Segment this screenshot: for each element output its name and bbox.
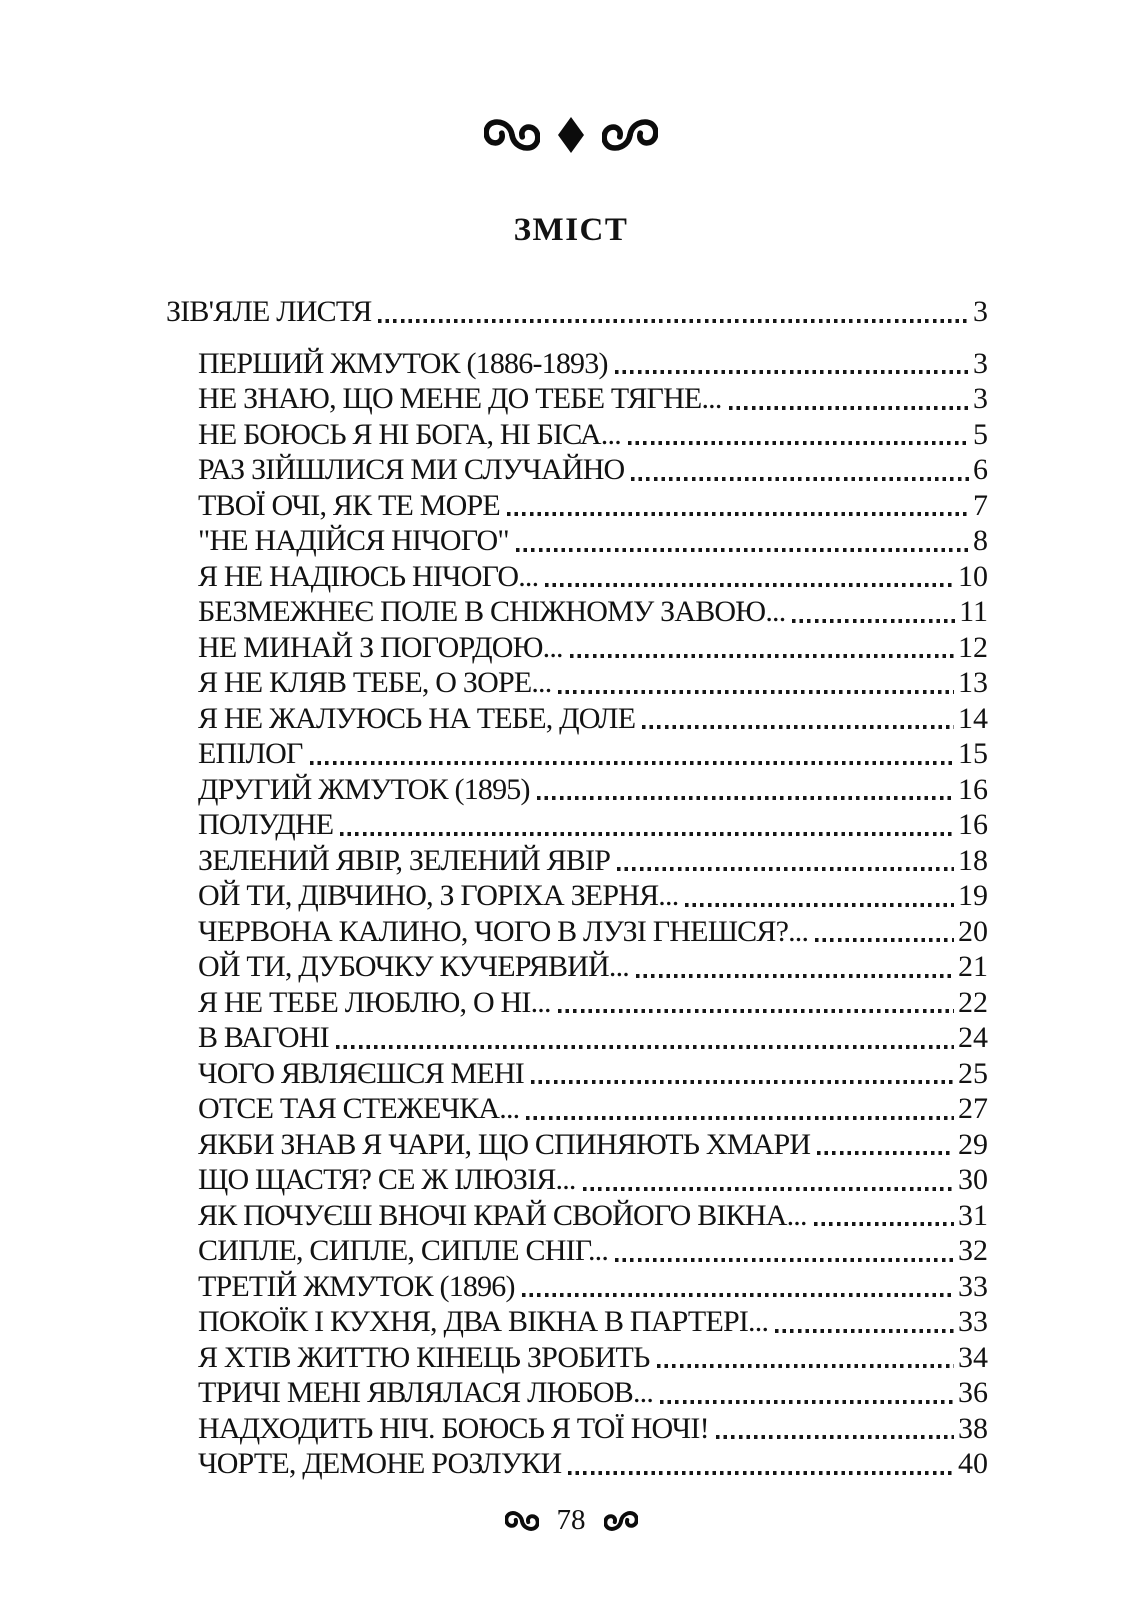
toc-entry [166,488,988,524]
toc-entry-title: БЕЗМЕЖНЕЄ ПОЛЕ В СНІЖНОМУ ЗАВОЮ... [198,595,786,628]
toc-entry-page: 22 [958,985,988,1019]
toc-entry [166,807,988,843]
toc-entry [166,1233,988,1269]
dot-leader [336,1045,954,1049]
toc-list [166,294,988,1482]
toc-entry-page: 27 [958,1092,988,1125]
dot-leader [817,1151,954,1155]
toc-entry [166,736,988,772]
toc-entry-title: ЧОГО ЯВЛЯЄШСЯ МЕНІ [198,1056,525,1090]
header-ornament [0,116,1142,154]
toc-entry-page: 30 [958,1163,988,1196]
dot-leader [583,1187,954,1191]
toc-entry-page: 6 [973,453,988,486]
toc-entry-page: 40 [958,1447,988,1480]
toc-entry [166,1198,988,1234]
toc-entry [166,1162,988,1198]
toc-entry-title: НЕ ЗНАЮ, ЩО МЕНЕ ДО ТЕБЕ ТЯГНЕ... [198,382,722,415]
fleuron-left-icon [484,116,540,154]
toc-entry [166,1020,988,1056]
toc-entry [166,914,988,950]
page-title: ЗМІСТ [513,212,629,248]
toc-entry-title: ТРИЧІ МЕНІ ЯВЛЯЛАСЯ ЛЮБОВ... [198,1376,654,1409]
toc-entry-title: ДРУГИЙ ЖМУТОК (1895) [198,772,530,806]
toc-entry-page: 19 [958,879,988,912]
toc-entry-title: ОТСЕ ТАЯ СТЕЖЕЧКА... [198,1092,520,1125]
dot-leader [657,1364,954,1368]
toc-entry-title: ТВОЇ ОЧІ, ЯК ТЕ МОРЕ [198,488,500,522]
toc-entry-title: СИПЛЕ, СИПЛЕ, СИПЛЕ СНІГ... [198,1234,609,1267]
toc-entry [166,665,988,701]
toc-entry [166,772,988,808]
toc-entry-title: ПОКОЇК І КУХНЯ, ДВА ВІКНА В ПАРТЕРІ... [198,1305,769,1338]
footer-fleuron-right-icon [604,1510,638,1532]
toc-entry [166,1446,988,1482]
toc-entry-title: ЗІВ'ЯЛЕ ЛИСТЯ [166,295,372,328]
toc-entry-page: 38 [958,1411,988,1445]
toc-entry-title: НАДХОДИТЬ НІЧ. БОЮСЬ Я ТОЇ НОЧІ! [198,1411,709,1445]
toc-entry-page: 8 [973,524,988,557]
toc-entry-page: 29 [958,1127,988,1161]
toc-entry-title: Я НЕ ЖАЛУЮСЬ НА ТЕБЕ, ДОЛЕ [198,701,636,735]
toc-entry [166,594,988,630]
toc-entry [166,1269,988,1305]
toc-entry-title: ЩО ЩАСТЯ? СЕ Ж ІЛЮЗІЯ... [198,1163,576,1196]
dot-leader [636,974,954,978]
toc-entry-title: В ВАГОНІ [198,1021,329,1054]
toc-entry [166,294,988,330]
toc-entry-page: 34 [958,1340,988,1374]
toc-entry-page: 5 [973,417,988,451]
toc-entry-page: 32 [958,1234,988,1267]
toc-entry [166,1304,988,1340]
dot-leader [568,1471,954,1475]
dot-leader [516,548,969,552]
page-footer [0,1504,1142,1537]
footer-fleuron-left-icon [505,1510,539,1532]
toc-entry-title: ПЕРШИЙ ЖМУТОК (1886-1893) [198,346,608,380]
toc-entry [166,452,988,488]
dot-leader [522,1293,954,1297]
dot-leader [815,938,954,942]
toc-entry [166,985,988,1021]
toc-entry-page: 31 [958,1198,988,1232]
toc-entry [166,701,988,737]
toc-entry-page: 12 [958,630,988,664]
toc-entry [166,1375,988,1411]
toc-entry [166,1340,988,1376]
dot-leader [558,690,954,694]
toc-entry-title: ЧОРТЕ, ДЕМОНЕ РОЗЛУКИ [198,1447,562,1480]
toc-entry [166,381,988,417]
toc-entry-page: 33 [958,1269,988,1303]
toc-entry-title: ЕПІЛОГ [198,737,303,770]
toc-entry-title: Я НЕ НАДІЮСЬ НІЧОГО... [198,559,539,593]
dot-leader [310,761,954,765]
toc-entry [166,523,988,559]
toc-entry-title: ЯК ПОЧУЄШ ВНОЧІ КРАЙ СВОЙОГО ВІКНА... [198,1198,807,1232]
toc-entry-title: ТРЕТІЙ ЖМУТОК (1896) [198,1269,515,1303]
toc-entry-page: 20 [958,914,988,948]
toc-entry-page: 21 [958,950,988,983]
toc-entry [166,417,988,453]
dot-leader [378,319,969,323]
dot-leader [570,654,954,658]
dot-leader [729,406,969,410]
dot-leader [685,903,954,907]
toc-entry-page: 3 [973,295,988,328]
footer-page-number: 78 [556,1504,586,1536]
toc-entry-page: 13 [958,666,988,699]
dot-leader [628,441,969,445]
dot-leader [558,1009,954,1013]
toc-entry-title: Я НЕ КЛЯВ ТЕБЕ, О ЗОРЕ... [198,666,552,699]
dot-leader [716,1435,954,1439]
toc-entry-page: 11 [959,595,988,628]
dot-leader [660,1400,954,1404]
toc-entry-page: 25 [958,1056,988,1090]
toc-entry-title: ЯКБИ ЗНАВ Я ЧАРИ, ЩО СПИНЯЮТЬ ХМАРИ [198,1127,811,1161]
dot-leader [507,512,969,516]
toc-entry-page: 16 [958,808,988,841]
toc-entry-page: 16 [958,772,988,806]
toc-entry-page: 33 [958,1305,988,1338]
toc-entry-page: 14 [958,701,988,735]
dot-leader [775,1329,954,1333]
toc-entry-title: ЧЕРВОНА КАЛИНО, ЧОГО В ЛУЗІ ГНЕШСЯ?... [198,914,809,948]
toc-entry-page: 15 [958,737,988,770]
toc-entry-title: ОЙ ТИ, ДІВЧИНО, З ГОРІХА ЗЕРНЯ... [198,879,679,912]
dot-leader [615,1258,954,1262]
toc-entry [166,1127,988,1163]
dot-leader [531,1080,954,1084]
dot-leader [642,725,954,729]
diamond-icon [558,117,584,153]
toc-entry [166,630,988,666]
toc-entry-title: РАЗ ЗІЙШЛИСЯ МИ СЛУЧАЙНО [198,453,625,486]
toc-entry-page: 3 [973,382,988,415]
dot-leader [814,1222,954,1226]
dot-leader [545,583,954,587]
toc-entry-page: 3 [973,346,988,380]
dot-leader [617,867,954,871]
toc-entry-page: 10 [958,559,988,593]
toc-entry-title: Я НЕ ТЕБЕ ЛЮБЛЮ, О НІ... [198,985,551,1019]
toc-entry-page: 18 [958,843,988,877]
fleuron-right-icon [602,116,658,154]
toc-entry [166,949,988,985]
toc-entry [166,1411,988,1447]
toc-entry [166,559,988,595]
toc-entry-page: 24 [958,1021,988,1054]
toc-entry-title: НЕ МИНАЙ З ПОГОРДОЮ... [198,630,563,664]
toc-entry [166,843,988,879]
toc-entry-page: 36 [958,1376,988,1409]
dot-leader [792,619,955,623]
toc-entry [166,1091,988,1127]
toc-entry-title: ПОЛУДНЕ [198,808,334,841]
toc-entry-title: НЕ БОЮСЬ Я НІ БОГА, НІ БІСА... [198,417,621,451]
dot-leader [526,1116,954,1120]
toc-entry-page: 7 [973,488,988,522]
dot-leader [340,832,954,836]
dot-leader [631,477,969,481]
toc-entry-title: "НЕ НАДІЙСЯ НІЧОГО" [198,524,509,557]
toc-entry [166,878,988,914]
toc-entry-title: ОЙ ТИ, ДУБОЧКУ КУЧЕРЯВИЙ... [198,950,629,983]
dot-leader [537,796,954,800]
toc-entry-title: Я ХТІВ ЖИТТЮ КІНЕЦЬ ЗРОБИТЬ [198,1340,650,1374]
toc-entry [166,1056,988,1092]
dot-leader [615,370,969,374]
toc-entry [166,346,988,382]
toc-entry-title: ЗЕЛЕНИЙ ЯВІР, ЗЕЛЕНИЙ ЯВІР [198,843,611,877]
